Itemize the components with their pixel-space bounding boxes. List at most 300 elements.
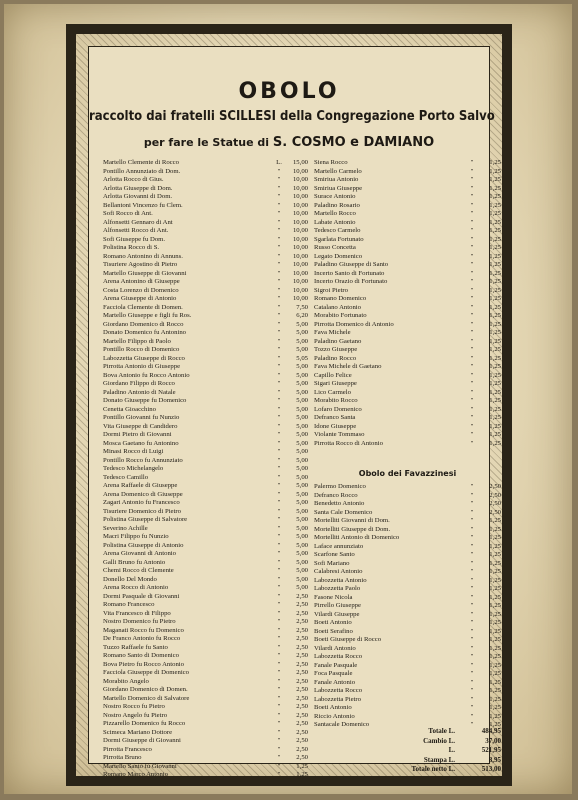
ditto-mark: " — [470, 388, 474, 396]
donation-amount: 5,00 — [296, 414, 308, 421]
donation-amount: 1,25 — [489, 167, 501, 175]
donor-row — [314, 202, 501, 211]
ditto-mark: " — [277, 431, 281, 438]
donor-name: Labozzetta Rocco — [314, 687, 363, 694]
donor-name: Sofi Rocco di Ant. — [103, 210, 153, 217]
purpose-prefix: per fare le Statue di — [143, 136, 270, 149]
donor-row — [314, 304, 501, 313]
ditto-mark: " — [277, 652, 281, 659]
donor-name: Costa Lorenzo di Domenico — [103, 286, 179, 294]
donation-amount: 2,50 — [296, 609, 308, 617]
ditto-mark: " — [277, 567, 281, 574]
donation-amount: 2,50 — [296, 601, 308, 608]
donor-name: Tisuriere Domenico di Pietro — [103, 507, 181, 515]
donor-row — [314, 372, 501, 381]
donor-row — [314, 628, 501, 637]
donor-row — [314, 397, 501, 406]
donor-name: Cenetta Gioacchino — [103, 405, 156, 413]
donation-amount: 1,25 — [489, 388, 501, 396]
donor-name: Facciola Clemente di Domen. — [103, 303, 183, 311]
ditto-mark: " — [470, 371, 474, 379]
donor-row — [314, 414, 501, 423]
donor-row — [103, 397, 308, 406]
ditto-mark: " — [277, 167, 281, 175]
donor-name: Martello Clemente di Rocco — [103, 159, 179, 166]
donor-name: Paladino Rosario — [314, 201, 360, 209]
donor-name: Giordano Domenico di Rocco — [103, 320, 184, 328]
donor-row — [103, 601, 308, 610]
donor-name: Pirrotta Domenico di Antonio — [314, 320, 394, 328]
ditto-mark: " — [470, 439, 474, 447]
donor-name: Donato Domenico fu Antonino — [103, 329, 187, 336]
donor-name: Bellantoni Vincenzo fu Clem. — [103, 201, 183, 209]
donor-name: Pirrello Giuseppe — [314, 602, 361, 609]
document-title: OBOLO — [238, 79, 340, 104]
donation-amount: 1,25 — [489, 661, 501, 669]
donor-name: Arlotta Giuseppe di Dom. — [103, 184, 173, 192]
donor-row — [103, 355, 308, 364]
donor-row — [314, 168, 501, 177]
ditto-mark: " — [470, 210, 474, 217]
donor-name: Arlotta Giovanni di Dom. — [103, 193, 173, 200]
donor-row — [314, 159, 501, 168]
donor-row — [103, 338, 308, 347]
donation-amount: 5,00 — [296, 584, 308, 591]
donor-name: Paladino Giuseppe di Santo — [314, 261, 389, 268]
donor-row — [103, 550, 308, 559]
donation-amount: 10,00 — [292, 201, 308, 209]
donation-amount: 1,25 — [489, 176, 501, 183]
donation-amount: 5,00 — [296, 541, 308, 549]
donor-row — [103, 159, 308, 168]
ditto-mark: " — [277, 227, 281, 234]
donation-amount: 2,50 — [296, 635, 308, 642]
donor-name: Macri Filippo fu Nunzio — [103, 533, 169, 540]
donor-row — [314, 560, 501, 569]
ditto-mark: " — [277, 346, 281, 353]
donor-name: Tuzzo Raffaele fu Santo — [103, 643, 168, 651]
donation-amount: 1,25 — [489, 610, 501, 618]
donor-name: Tedesco Michelangelo — [103, 465, 164, 472]
donation-amount: 10,00 — [292, 269, 308, 277]
donor-name: Laface annunziato — [314, 542, 364, 550]
ditto-mark: " — [277, 252, 281, 260]
donor-name: Pontillo Rocco fu Annunziato — [103, 456, 183, 464]
donation-amount: 10,00 — [292, 218, 308, 226]
donor-row — [103, 431, 308, 440]
donation-amount: 1,25 — [489, 721, 501, 728]
donor-row — [314, 619, 501, 628]
donation-amount: 2,50 — [296, 652, 308, 659]
ditto-mark: " — [470, 235, 474, 243]
donor-name: Mortelliti Giuseppe di Dom. — [314, 525, 391, 533]
donation-amount: 1,25 — [489, 517, 501, 524]
donation-amount: 1,25 — [489, 278, 501, 285]
donor-row — [103, 474, 308, 483]
donor-row — [103, 525, 308, 534]
donor-row — [103, 746, 308, 755]
donor-name: Dormi Pasquale di Giovanni — [103, 592, 180, 600]
donation-amount: 2,50 — [296, 711, 308, 719]
total-value: 521,95 — [481, 746, 501, 754]
donor-row — [314, 346, 501, 355]
donation-amount: 15,00 — [292, 159, 308, 166]
donor-list-left — [103, 159, 308, 780]
ditto-mark: " — [277, 711, 281, 719]
donor-name: Foca Pasquale — [314, 670, 353, 677]
total-label: Totale netto L. — [411, 765, 455, 773]
donor-name: Santacale Domenico — [314, 721, 370, 728]
ditto-mark: " — [470, 610, 474, 618]
donor-name: Violante Tommaso — [314, 431, 365, 438]
donor-row — [103, 423, 308, 432]
donor-name: Riccio Antonio — [314, 712, 355, 720]
donor-name: Romano Marco Antonio — [103, 771, 169, 778]
ditto-mark: " — [470, 269, 474, 277]
donor-name: Martello Rocco — [314, 210, 356, 217]
donor-name: Lofaro Domenico — [314, 405, 362, 413]
donor-row — [103, 261, 308, 270]
donation-amount: 1,25 — [489, 193, 501, 200]
ditto-mark: " — [470, 687, 474, 694]
ditto-mark: " — [470, 201, 474, 209]
ditto-mark: " — [470, 695, 474, 703]
donation-amount: 1,25 — [489, 244, 501, 251]
donor-name: Morabito Fortunato — [314, 312, 367, 319]
donor-name: Pizzarello Domenico fu Rocco — [103, 720, 186, 727]
ditto-mark: " — [277, 584, 281, 591]
donor-row — [314, 355, 501, 364]
ditto-mark: " — [470, 704, 474, 711]
donor-name: Boeti Antonio — [314, 619, 352, 626]
donor-name: Nostro Angelo fu Pietro — [103, 711, 168, 719]
ditto-mark: " — [470, 167, 474, 175]
donor-name: Boeti Giuseppe di Rocco — [314, 636, 382, 643]
ditto-mark: " — [470, 286, 474, 294]
donor-row — [103, 270, 308, 279]
total-row — [314, 727, 501, 737]
ditto-mark: " — [470, 602, 474, 609]
donation-amount: 1,25 — [489, 201, 501, 209]
donor-name: Martello Giuseppe di Giovanni — [103, 269, 187, 277]
donor-row — [314, 551, 501, 560]
donor-row — [103, 287, 308, 296]
donation-amount: 2,50 — [296, 660, 308, 668]
donor-row — [314, 696, 501, 705]
donation-amount: 1,25 — [489, 405, 501, 413]
donation-amount: 1,25 — [489, 644, 501, 652]
ditto-mark: " — [277, 303, 281, 311]
donor-name: Smiriua Giuseppe — [314, 184, 363, 192]
donor-row — [103, 372, 308, 381]
donation-amount: 2,50 — [296, 703, 308, 710]
ditto-mark: " — [277, 745, 281, 753]
donor-name: Paladino Antonio di Natale — [103, 388, 176, 396]
ditto-mark: " — [277, 244, 281, 251]
donor-name: Vita Giuseppe di Candidero — [103, 422, 178, 430]
ditto-mark: " — [277, 609, 281, 617]
ditto-mark: " — [470, 405, 474, 413]
donor-row — [314, 679, 501, 688]
ditto-mark: " — [277, 201, 281, 209]
donor-row — [103, 559, 308, 568]
ditto-mark: " — [470, 261, 474, 268]
donor-row — [314, 585, 501, 594]
donation-amount: 1,25 — [489, 712, 501, 720]
donor-name: Galli Bruno fu Antonio — [103, 558, 166, 566]
donor-row — [314, 227, 501, 236]
donor-row — [314, 219, 501, 228]
donation-amount: 2,50 — [296, 592, 308, 600]
ditto-mark: " — [277, 261, 281, 268]
donor-name: Pirrotta Antonio di Giuseppe — [103, 363, 181, 370]
donor-row — [314, 312, 501, 321]
ditto-mark: " — [470, 252, 474, 260]
donor-row — [103, 652, 308, 661]
donor-row — [314, 713, 501, 722]
total-label: L. — [448, 746, 455, 754]
donor-row — [103, 720, 308, 729]
donor-name: Romano Antonino di Annuns. — [103, 252, 183, 260]
ditto-mark: " — [470, 184, 474, 192]
donor-row — [103, 661, 308, 670]
donor-name: Mosca Gaetano fu Antonino — [103, 439, 179, 447]
ditto-mark: " — [470, 227, 474, 234]
donation-amount: 10,00 — [292, 227, 308, 234]
donation-amount: 2,50 — [296, 737, 308, 744]
ditto-mark: " — [470, 303, 474, 311]
document-subtitle: raccolto dai fratelli SCILLESI della Congregazione Porto Salvo — [89, 109, 495, 124]
donation-amount: 1,25 — [489, 261, 501, 268]
donor-row — [103, 763, 308, 772]
ditto-mark: " — [277, 439, 281, 447]
donation-amount: 2,50 — [489, 500, 501, 507]
donor-row — [103, 678, 308, 687]
ditto-mark: " — [470, 712, 474, 720]
total-row — [314, 756, 501, 766]
donation-amount: 1,25 — [489, 559, 501, 567]
donor-row — [314, 236, 501, 245]
donor-row — [103, 644, 308, 653]
ditto-mark: " — [277, 694, 281, 702]
donation-amount: 5,00 — [296, 371, 308, 379]
donor-row — [314, 295, 501, 304]
donation-amount: 5,00 — [296, 516, 308, 523]
donor-name: Idone Giuseppe — [314, 422, 357, 430]
donation-amount: 5,00 — [296, 380, 308, 387]
donation-amount: 10,00 — [292, 210, 308, 217]
donor-row — [314, 406, 501, 415]
donor-row — [314, 509, 501, 518]
donor-name: Palermo Domenico — [314, 483, 366, 490]
donation-amount: 5,00 — [296, 431, 308, 438]
donation-amount: 1,25 — [489, 627, 501, 635]
ditto-mark: " — [277, 669, 281, 676]
ditto-mark: " — [470, 218, 474, 226]
donor-name: Martello Domenico di Salvatore — [103, 694, 190, 702]
donor-row — [103, 193, 308, 202]
donation-amount: 1,25 — [489, 337, 501, 345]
donor-row — [314, 423, 501, 432]
ditto-mark: " — [277, 388, 281, 396]
donor-row — [314, 193, 501, 202]
ditto-mark: " — [277, 626, 281, 634]
donor-name: Dormi Giuseppe di Giovanni — [103, 737, 181, 744]
donor-name: Nostro Domenico fu Pietro — [103, 618, 176, 625]
donor-row — [103, 729, 308, 738]
donation-amount: 7,50 — [296, 303, 308, 311]
donor-name: Martello Santo fu Giovanni — [103, 762, 177, 770]
donor-row — [103, 448, 308, 457]
total-label: Stampa L. — [423, 755, 455, 764]
donation-amount: 1,25 — [489, 619, 501, 626]
donor-name: Labozzetta Antonio — [314, 576, 367, 584]
donor-name: Smiriua Antonio — [314, 176, 359, 183]
saints-names: S. COSMO e DAMIANO — [272, 135, 435, 150]
donor-name: Pirrotta Bruno — [103, 754, 142, 761]
donor-name: Mortelliti Antonio di Domenico — [314, 534, 400, 541]
donation-amount: 1,25 — [489, 329, 501, 336]
donation-amount: 1,25 — [489, 320, 501, 328]
ditto-mark: " — [277, 575, 281, 583]
donor-name: Morabito Angelo — [103, 677, 149, 685]
donation-amount: 5,00 — [296, 499, 308, 506]
donor-name: Calabresi Antonio — [314, 568, 363, 575]
donor-name: Russo Concetta — [314, 244, 356, 251]
donor-row — [314, 287, 501, 296]
ditto-mark: " — [277, 380, 281, 387]
donor-row — [103, 618, 308, 627]
ditto-mark: " — [277, 507, 281, 515]
donor-row — [314, 380, 501, 389]
ditto-mark: " — [470, 320, 474, 328]
donor-row — [103, 278, 308, 287]
donation-amount: 1,25 — [489, 534, 501, 541]
ditto-mark: " — [277, 601, 281, 608]
donor-row — [314, 636, 501, 645]
ditto-mark: " — [277, 686, 281, 693]
ditto-mark: " — [277, 414, 281, 421]
donor-name: Maganati Rocco fu Domenico — [103, 626, 184, 634]
donor-name: Labozzetta Pietro — [314, 695, 361, 703]
donor-name: Mortelliti Giovanni di Dom. — [314, 517, 390, 524]
donor-row — [103, 440, 308, 449]
ditto-mark: " — [470, 525, 474, 533]
donor-name: Zagari Antonio fu Francesco — [103, 499, 180, 506]
donor-row — [103, 576, 308, 585]
donor-row — [103, 627, 308, 636]
ditto-mark: " — [277, 482, 281, 489]
ditto-mark: " — [277, 771, 281, 778]
ditto-mark: " — [277, 754, 281, 761]
donor-row — [103, 253, 308, 262]
donor-name: Polistina Giuseppe di Salvatore — [103, 516, 188, 523]
donation-amount: 2,50 — [296, 677, 308, 685]
ditto-mark: " — [277, 677, 281, 685]
donation-amount: 2,50 — [296, 643, 308, 651]
donor-row — [103, 329, 308, 338]
donor-row — [314, 431, 501, 440]
ditto-mark: " — [277, 405, 281, 413]
ditto-mark: " — [470, 397, 474, 404]
ditto-mark: " — [470, 278, 474, 285]
donor-row — [314, 363, 501, 372]
donor-row — [103, 304, 308, 313]
donor-name: Arena Rocco di Antonio — [103, 584, 169, 591]
donation-amount: 10,00 — [292, 184, 308, 192]
donation-amount: 10,00 — [292, 295, 308, 302]
donor-name: Dormi Pietro di Giovanni — [103, 431, 172, 438]
donation-amount: 1,25 — [489, 227, 501, 234]
donor-name: Pontillo Giovanni fu Nunzio — [103, 414, 180, 421]
total-row — [314, 737, 501, 747]
donor-name: Chemi Rocco di Clemente — [103, 567, 174, 574]
donor-name: Arena Raffaele di Giuseppe — [103, 482, 178, 489]
donor-name: Alfonsetti Rocco di Ant. — [103, 227, 169, 234]
ditto-mark: " — [277, 193, 281, 200]
donor-name: Fava Michele — [314, 329, 351, 336]
donor-name: Sofi Mariano — [314, 559, 350, 567]
donor-name: Labozzetta Paolo — [314, 585, 361, 592]
ditto-mark: " — [277, 278, 281, 285]
ditto-mark: " — [277, 499, 281, 506]
donor-row — [314, 526, 501, 535]
donor-row — [314, 602, 501, 611]
donation-amount: 2,50 — [489, 508, 501, 516]
donor-row — [314, 185, 501, 194]
donor-name: Surace Antonio — [314, 193, 356, 200]
ditto-mark: " — [470, 431, 474, 438]
donor-name: Santa Cale Domenico — [314, 508, 373, 516]
donation-amount: 1,25 — [489, 354, 501, 362]
donor-name: Arlotta Rocco di Gius. — [103, 176, 164, 183]
donation-amount: 2,50 — [296, 720, 308, 727]
ditto-mark: " — [277, 371, 281, 379]
donation-amount: 5,00 — [296, 524, 308, 532]
donor-name: Arena Giuseppe di Antonio — [103, 295, 177, 302]
ditto-mark: " — [277, 728, 281, 736]
donor-row — [103, 516, 308, 525]
ditto-mark: " — [470, 585, 474, 592]
donation-amount: 1,25 — [489, 678, 501, 686]
donor-name: Siena Rocco — [314, 159, 348, 166]
donation-amount: 5,00 — [296, 439, 308, 447]
donor-row — [314, 662, 501, 671]
donor-row — [314, 210, 501, 219]
ditto-mark: " — [470, 500, 474, 507]
ditto-mark: " — [277, 465, 281, 472]
donor-row — [314, 500, 501, 509]
ditto-mark: " — [277, 660, 281, 668]
donation-amount: 2,50 — [296, 694, 308, 702]
donor-name: Tozzo Giuseppe — [314, 346, 358, 353]
donor-row — [314, 440, 501, 449]
donor-row — [103, 610, 308, 619]
donation-amount: 1,25 — [489, 568, 501, 575]
ditto-mark: " — [470, 380, 474, 387]
donation-amount: 10,00 — [292, 193, 308, 200]
donation-amount: 1,25 — [489, 312, 501, 319]
donor-row — [103, 457, 308, 466]
ditto-mark: " — [470, 159, 474, 166]
donation-amount: 1,25 — [489, 653, 501, 660]
donor-row — [314, 594, 501, 603]
ditto-mark: " — [470, 576, 474, 584]
ditto-mark: " — [277, 337, 281, 345]
donor-row — [103, 363, 308, 372]
donation-amount: 2,50 — [489, 483, 501, 490]
donation-amount: 1,25 — [489, 184, 501, 192]
